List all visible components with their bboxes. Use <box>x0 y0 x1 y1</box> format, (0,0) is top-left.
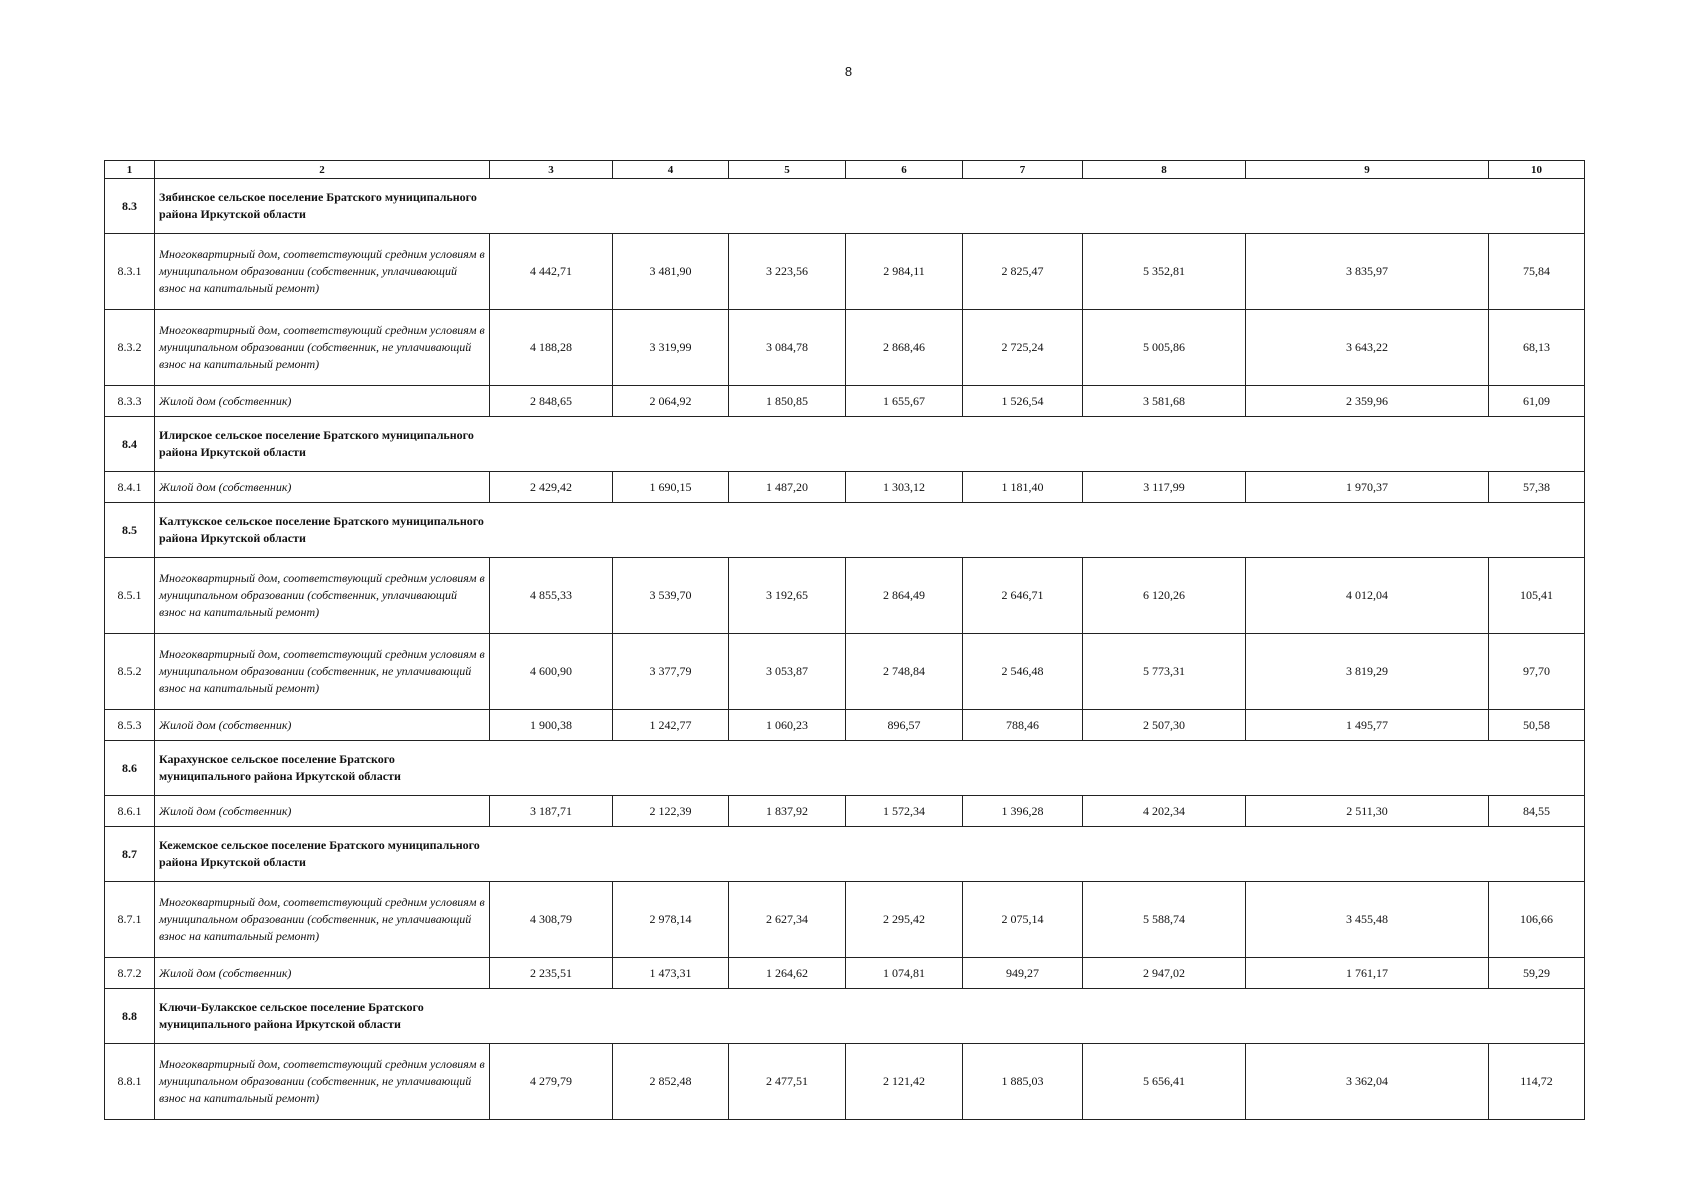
section-row <box>105 741 1585 796</box>
table-row <box>105 634 1585 710</box>
row-code: 8.5.3 <box>105 710 155 741</box>
row-description: Многоквартирный дом, соответствующий средним условиям в муниципальном образовании (собственник, не уплачивающий взнос на капитальный ремонт) <box>155 310 490 386</box>
row-description: Жилой дом (собственник) <box>155 796 490 827</box>
value-cell: 3 377,79 <box>613 634 729 710</box>
table-row <box>105 386 1585 417</box>
value-cell: 896,57 <box>846 710 963 741</box>
value-cell: 1 181,40 <box>963 472 1083 503</box>
value-cell: 5 588,74 <box>1083 882 1246 958</box>
section-number: 8.3 <box>105 179 155 234</box>
value-cell: 61,09 <box>1489 386 1585 417</box>
value-cell: 3 455,48 <box>1246 882 1489 958</box>
value-cell: 1 473,31 <box>613 958 729 989</box>
value-cell: 2 825,47 <box>963 234 1083 310</box>
value-cell: 2 868,46 <box>846 310 963 386</box>
row-description: Жилой дом (собственник) <box>155 472 490 503</box>
value-cell: 1 495,77 <box>1246 710 1489 741</box>
value-cell: 1 487,20 <box>729 472 846 503</box>
value-cell: 50,58 <box>1489 710 1585 741</box>
section-filler <box>490 827 1585 882</box>
column-header: 8 <box>1083 161 1246 179</box>
row-description: Многоквартирный дом, соответствующий средним условиям в муниципальном образовании (собственник, уплачивающий взнос на капитальный ремонт) <box>155 558 490 634</box>
table-row <box>105 958 1585 989</box>
value-cell: 2 235,51 <box>490 958 613 989</box>
value-cell: 97,70 <box>1489 634 1585 710</box>
column-header: 6 <box>846 161 963 179</box>
section-row <box>105 827 1585 882</box>
column-header: 5 <box>729 161 846 179</box>
section-name: Калтукское сельское поселение Братского муниципального района Иркутской области <box>155 503 490 558</box>
header-row <box>105 161 1585 179</box>
section-row <box>105 417 1585 472</box>
row-description: Многоквартирный дом, соответствующий средним условиям в муниципальном образовании (собственник, уплачивающий взнос на капитальный ремонт) <box>155 234 490 310</box>
row-description: Многоквартирный дом, соответствующий средним условиям в муниципальном образовании (собственник, не уплачивающий взнос на капитальный ремонт) <box>155 882 490 958</box>
value-cell: 4 600,90 <box>490 634 613 710</box>
value-cell: 2 748,84 <box>846 634 963 710</box>
value-cell: 2 546,48 <box>963 634 1083 710</box>
value-cell: 2 477,51 <box>729 1044 846 1120</box>
value-cell: 2 359,96 <box>1246 386 1489 417</box>
table-row <box>105 1044 1585 1120</box>
value-cell: 1 396,28 <box>963 796 1083 827</box>
value-cell: 3 187,71 <box>490 796 613 827</box>
row-code: 8.3.2 <box>105 310 155 386</box>
value-cell: 3 084,78 <box>729 310 846 386</box>
value-cell: 4 308,79 <box>490 882 613 958</box>
value-cell: 1 900,38 <box>490 710 613 741</box>
value-cell: 2 122,39 <box>613 796 729 827</box>
section-filler <box>490 417 1585 472</box>
section-name: Ключи-Булакское сельское поселение Братского муниципального района Иркутской области <box>155 989 490 1044</box>
value-cell: 2 864,49 <box>846 558 963 634</box>
section-row <box>105 179 1585 234</box>
row-description: Жилой дом (собственник) <box>155 958 490 989</box>
row-code: 8.5.2 <box>105 634 155 710</box>
value-cell: 3 192,65 <box>729 558 846 634</box>
row-code: 8.7.1 <box>105 882 155 958</box>
row-description: Многоквартирный дом, соответствующий средним условиям в муниципальном образовании (собственник, не уплачивающий взнос на капитальный ремонт) <box>155 634 490 710</box>
table-row <box>105 558 1585 634</box>
section-number: 8.5 <box>105 503 155 558</box>
section-row <box>105 989 1585 1044</box>
value-cell: 2 848,65 <box>490 386 613 417</box>
value-cell: 114,72 <box>1489 1044 1585 1120</box>
value-cell: 1 761,17 <box>1246 958 1489 989</box>
section-number: 8.6 <box>105 741 155 796</box>
value-cell: 2 646,71 <box>963 558 1083 634</box>
table-row <box>105 796 1585 827</box>
value-cell: 949,27 <box>963 958 1083 989</box>
value-cell: 5 005,86 <box>1083 310 1246 386</box>
row-code: 8.5.1 <box>105 558 155 634</box>
value-cell: 2 295,42 <box>846 882 963 958</box>
value-cell: 1 303,12 <box>846 472 963 503</box>
value-cell: 1 970,37 <box>1246 472 1489 503</box>
value-cell: 1 885,03 <box>963 1044 1083 1120</box>
row-description: Многоквартирный дом, соответствующий средним условиям в муниципальном образовании (собственник, не уплачивающий взнос на капитальный ремонт) <box>155 1044 490 1120</box>
row-code: 8.3.1 <box>105 234 155 310</box>
section-number: 8.8 <box>105 989 155 1044</box>
section-name: Илирское сельское поселение Братского муниципального района Иркутской области <box>155 417 490 472</box>
section-filler <box>490 179 1585 234</box>
value-cell: 4 012,04 <box>1246 558 1489 634</box>
row-code: 8.8.1 <box>105 1044 155 1120</box>
value-cell: 2 507,30 <box>1083 710 1246 741</box>
value-cell: 2 947,02 <box>1083 958 1246 989</box>
value-cell: 1 074,81 <box>846 958 963 989</box>
column-header: 4 <box>613 161 729 179</box>
value-cell: 3 223,56 <box>729 234 846 310</box>
column-header: 2 <box>155 161 490 179</box>
value-cell: 2 852,48 <box>613 1044 729 1120</box>
table-row <box>105 310 1585 386</box>
value-cell: 2 984,11 <box>846 234 963 310</box>
table-row <box>105 234 1585 310</box>
value-cell: 2 627,34 <box>729 882 846 958</box>
value-cell: 2 429,42 <box>490 472 613 503</box>
value-cell: 3 643,22 <box>1246 310 1489 386</box>
section-filler <box>490 989 1585 1044</box>
value-cell: 3 362,04 <box>1246 1044 1489 1120</box>
section-row <box>105 503 1585 558</box>
table-row <box>105 472 1585 503</box>
value-cell: 1 837,92 <box>729 796 846 827</box>
value-cell: 3 117,99 <box>1083 472 1246 503</box>
row-description: Жилой дом (собственник) <box>155 386 490 417</box>
value-cell: 4 442,71 <box>490 234 613 310</box>
table-body <box>105 161 1585 1120</box>
value-cell: 4 279,79 <box>490 1044 613 1120</box>
column-header: 7 <box>963 161 1083 179</box>
value-cell: 2 725,24 <box>963 310 1083 386</box>
value-cell: 1 242,77 <box>613 710 729 741</box>
value-cell: 105,41 <box>1489 558 1585 634</box>
value-cell: 59,29 <box>1489 958 1585 989</box>
value-cell: 1 264,62 <box>729 958 846 989</box>
value-cell: 3 319,99 <box>613 310 729 386</box>
value-cell: 3 819,29 <box>1246 634 1489 710</box>
page-number: 8 <box>844 64 853 79</box>
value-cell: 3 539,70 <box>613 558 729 634</box>
value-cell: 106,66 <box>1489 882 1585 958</box>
value-cell: 3 581,68 <box>1083 386 1246 417</box>
section-filler <box>490 503 1585 558</box>
value-cell: 5 773,31 <box>1083 634 1246 710</box>
value-cell: 1 572,34 <box>846 796 963 827</box>
value-cell: 2 511,30 <box>1246 796 1489 827</box>
value-cell: 1 060,23 <box>729 710 846 741</box>
value-cell: 68,13 <box>1489 310 1585 386</box>
value-cell: 57,38 <box>1489 472 1585 503</box>
value-cell: 4 202,34 <box>1083 796 1246 827</box>
value-cell: 2 121,42 <box>846 1044 963 1120</box>
value-cell: 6 120,26 <box>1083 558 1246 634</box>
value-cell: 5 352,81 <box>1083 234 1246 310</box>
section-filler <box>490 741 1585 796</box>
value-cell: 5 656,41 <box>1083 1044 1246 1120</box>
value-cell: 3 481,90 <box>613 234 729 310</box>
value-cell: 84,55 <box>1489 796 1585 827</box>
section-name: Зябинское сельское поселение Братского муниципального района Иркутской области <box>155 179 490 234</box>
row-code: 8.4.1 <box>105 472 155 503</box>
value-cell: 1 655,67 <box>846 386 963 417</box>
row-code: 8.3.3 <box>105 386 155 417</box>
value-cell: 75,84 <box>1489 234 1585 310</box>
column-header: 3 <box>490 161 613 179</box>
table-row <box>105 882 1585 958</box>
value-cell: 2 075,14 <box>963 882 1083 958</box>
value-cell: 4 855,33 <box>490 558 613 634</box>
section-number: 8.4 <box>105 417 155 472</box>
value-cell: 788,46 <box>963 710 1083 741</box>
value-cell: 1 690,15 <box>613 472 729 503</box>
value-cell: 3 835,97 <box>1246 234 1489 310</box>
section-name: Карахунское сельское поселение Братского муниципального района Иркутской области <box>155 741 490 796</box>
row-code: 8.6.1 <box>105 796 155 827</box>
row-code: 8.7.2 <box>105 958 155 989</box>
section-name: Кежемское сельское поселение Братского муниципального района Иркутской области <box>155 827 490 882</box>
value-cell: 3 053,87 <box>729 634 846 710</box>
row-description: Жилой дом (собственник) <box>155 710 490 741</box>
value-cell: 1 526,54 <box>963 386 1083 417</box>
value-cell: 2 064,92 <box>613 386 729 417</box>
column-header: 9 <box>1246 161 1489 179</box>
value-cell: 1 850,85 <box>729 386 846 417</box>
column-header: 10 <box>1489 161 1585 179</box>
column-header: 1 <box>105 161 155 179</box>
table-row <box>105 710 1585 741</box>
tariff-table <box>104 160 1585 1120</box>
section-number: 8.7 <box>105 827 155 882</box>
value-cell: 4 188,28 <box>490 310 613 386</box>
value-cell: 2 978,14 <box>613 882 729 958</box>
